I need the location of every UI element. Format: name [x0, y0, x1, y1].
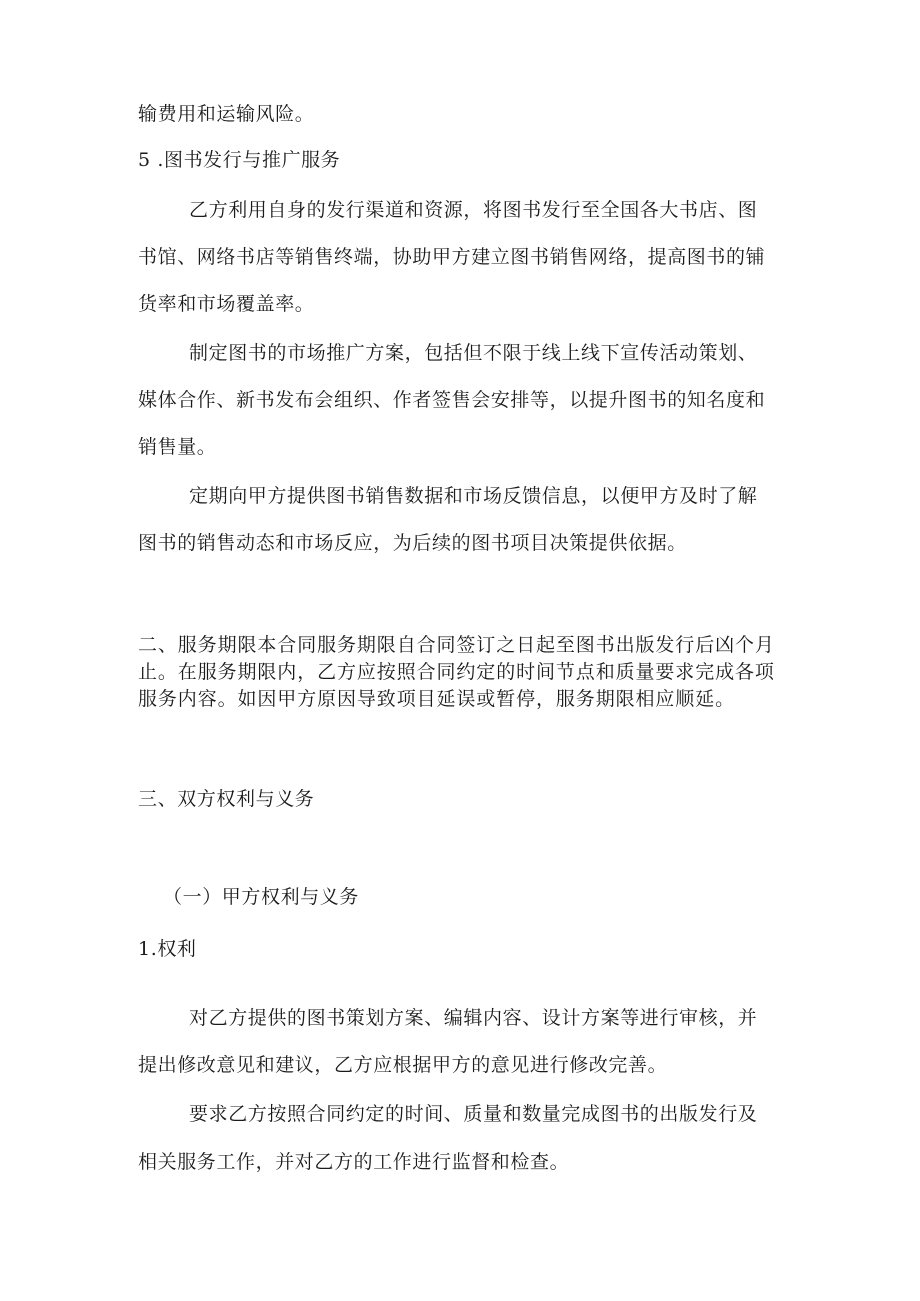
- paragraph-line: 媒体合作、新书发布会组织、作者签售会安排等，以提升图书的知名度和: [138, 389, 766, 411]
- paragraph-line: 二、服务期限本合同服务期限自合同签订之日起至图书出版发行后凶个月: [138, 634, 775, 656]
- paragraph-line: 相关服务工作，并对乙方的工作进行监督和检查。: [138, 1151, 570, 1173]
- paragraph-line: 乙方利用自身的发行渠道和资源，将图书发行至全国各大书店、图: [189, 199, 758, 221]
- paragraph-line: 货率和市场覆盖率。: [138, 293, 315, 315]
- paragraph-line: 要求乙方按照合同约定的时间、质量和数量完成图书的出版发行及: [189, 1103, 758, 1125]
- paragraph-line: 对乙方提供的图书策划方案、编辑内容、设计方案等进行审核，并: [189, 1007, 758, 1029]
- paragraph-line: 图书的销售动态和市场反应，为后续的图书项目决策提供依据。: [138, 532, 687, 554]
- section-heading: 三、双方权利与义务: [138, 788, 315, 810]
- paragraph-line: 止。在服务期限内，乙方应按照合同约定的时间节点和质量要求完成各项: [138, 661, 775, 683]
- paragraph-line: 销售量。: [138, 436, 217, 458]
- subsection-heading: 1.权利: [138, 938, 197, 960]
- subsection-heading: （一）甲方权利与义务: [163, 886, 360, 908]
- paragraph-line: 制定图书的市场推广方案，包括但不限于线上线下宣传活动策划、: [189, 342, 758, 364]
- paragraph-line: 书馆、网络书店等销售终端，协助甲方建立图书销售网络，提高图书的铺: [138, 246, 766, 268]
- paragraph-line: 定期向甲方提供图书销售数据和市场反馈信息，以便甲方及时了解: [189, 485, 758, 507]
- section-heading: 5 .图书发行与推广服务: [138, 149, 341, 171]
- paragraph-line: 服务内容。如因甲方原因导致项目延误或暂停，服务期限相应顺延。: [138, 688, 736, 710]
- paragraph-line: 输费用和运输风险。: [138, 103, 315, 125]
- paragraph-line: 提出修改意见和建议，乙方应根据甲方的意见进行修改完善。: [138, 1054, 668, 1076]
